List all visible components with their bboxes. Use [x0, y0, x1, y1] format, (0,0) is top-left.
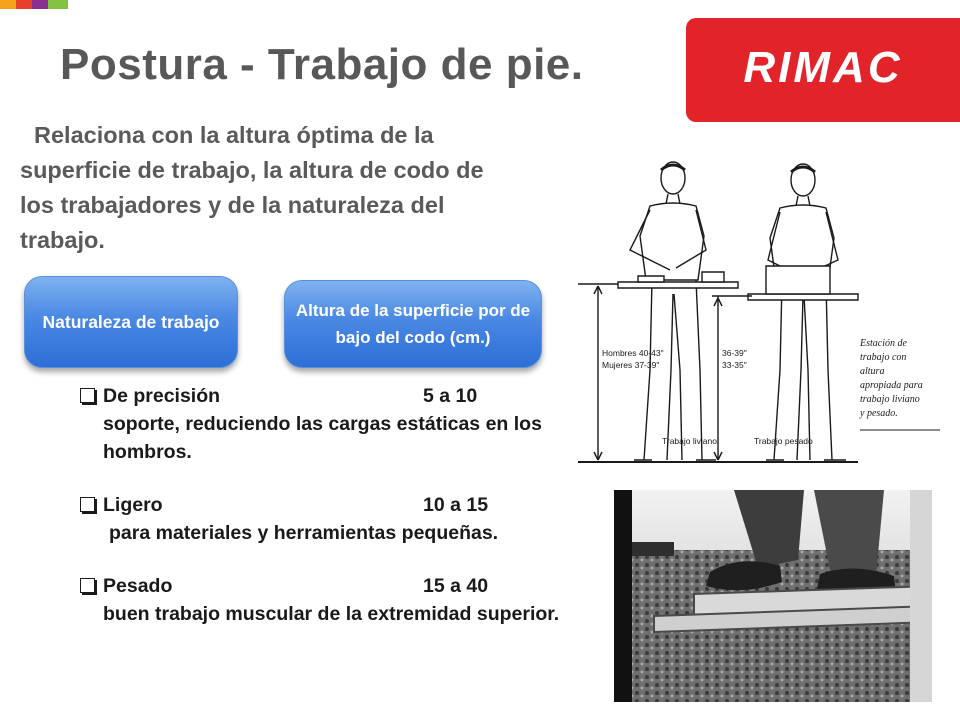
standing-worker-figure-heavy	[766, 164, 846, 460]
nature-of-work-label: Naturaleza de trabajo	[42, 311, 220, 332]
work-type-description: soporte, reduciendo las cargas estáticas en los hombros.	[103, 413, 542, 463]
heavy-work-label: Trabajo pesado	[754, 436, 813, 446]
accent-strip-purple	[32, 0, 48, 9]
intro-text: Relaciona con la altura óptima de la superficie de trabajo, la altura de codo de los trabajadores y de la naturaleza del trabajo.	[20, 122, 484, 253]
diagram-caption-line: apropiada para	[860, 380, 923, 391]
surface-height-header	[284, 280, 542, 368]
nature-of-work-header	[24, 276, 238, 368]
surface-height-label: Altura de la superficie por de bajo del codo (cm.)	[295, 301, 531, 347]
work-type-description: buen trabajo muscular de la extremidad superior.	[103, 603, 560, 625]
men-heavy-height-label: 36-39"	[722, 348, 747, 358]
standing-worker-figure-light	[630, 162, 716, 460]
men-height-label: Hombres 40-43"	[602, 348, 664, 358]
rimac-logo-mark	[711, 40, 935, 100]
svg-text:RIMAC: RIMAC	[743, 43, 903, 92]
accent-strip-red	[16, 0, 32, 9]
accent-strip-orange	[0, 0, 16, 9]
diagram-caption-line: y pesado.	[860, 408, 898, 419]
work-type-description: para materiales y herramientas pequeñas.	[109, 522, 499, 544]
slide-title: Postura - Trabajo de pie.	[60, 40, 584, 89]
women-heavy-height-label: 33-35"	[722, 360, 747, 370]
work-type-list	[80, 382, 590, 653]
checkbox-bullet-icon	[80, 388, 95, 403]
light-work-label: Trabajo liviano	[662, 436, 717, 446]
work-type-height: 15 a 40	[423, 575, 489, 597]
list-item	[80, 572, 590, 628]
work-type-height: 10 a 15	[423, 494, 489, 516]
checkbox-bullet-icon	[80, 578, 95, 593]
work-type-name: Ligero	[103, 494, 163, 516]
diagram-caption-line: trabajo con	[860, 352, 907, 363]
rimac-logo	[686, 18, 960, 122]
diagram-caption-line: trabajo liviano	[860, 394, 920, 405]
checkbox-bullet-icon	[80, 497, 95, 512]
women-height-label: Mujeres 37-39"	[602, 360, 660, 370]
diagram-caption-line: altura	[860, 366, 885, 377]
work-type-name: De precisión	[103, 385, 221, 407]
diagram-caption-line: Estación de	[860, 338, 907, 349]
list-item	[80, 491, 590, 547]
accent-strip-green	[48, 0, 68, 9]
work-type-height: 5 a 10	[423, 385, 478, 407]
work-type-name: Pesado	[103, 575, 173, 597]
standing-platform-photo	[614, 490, 932, 702]
list-item	[80, 382, 590, 466]
workstation-height-diagram	[578, 154, 940, 476]
